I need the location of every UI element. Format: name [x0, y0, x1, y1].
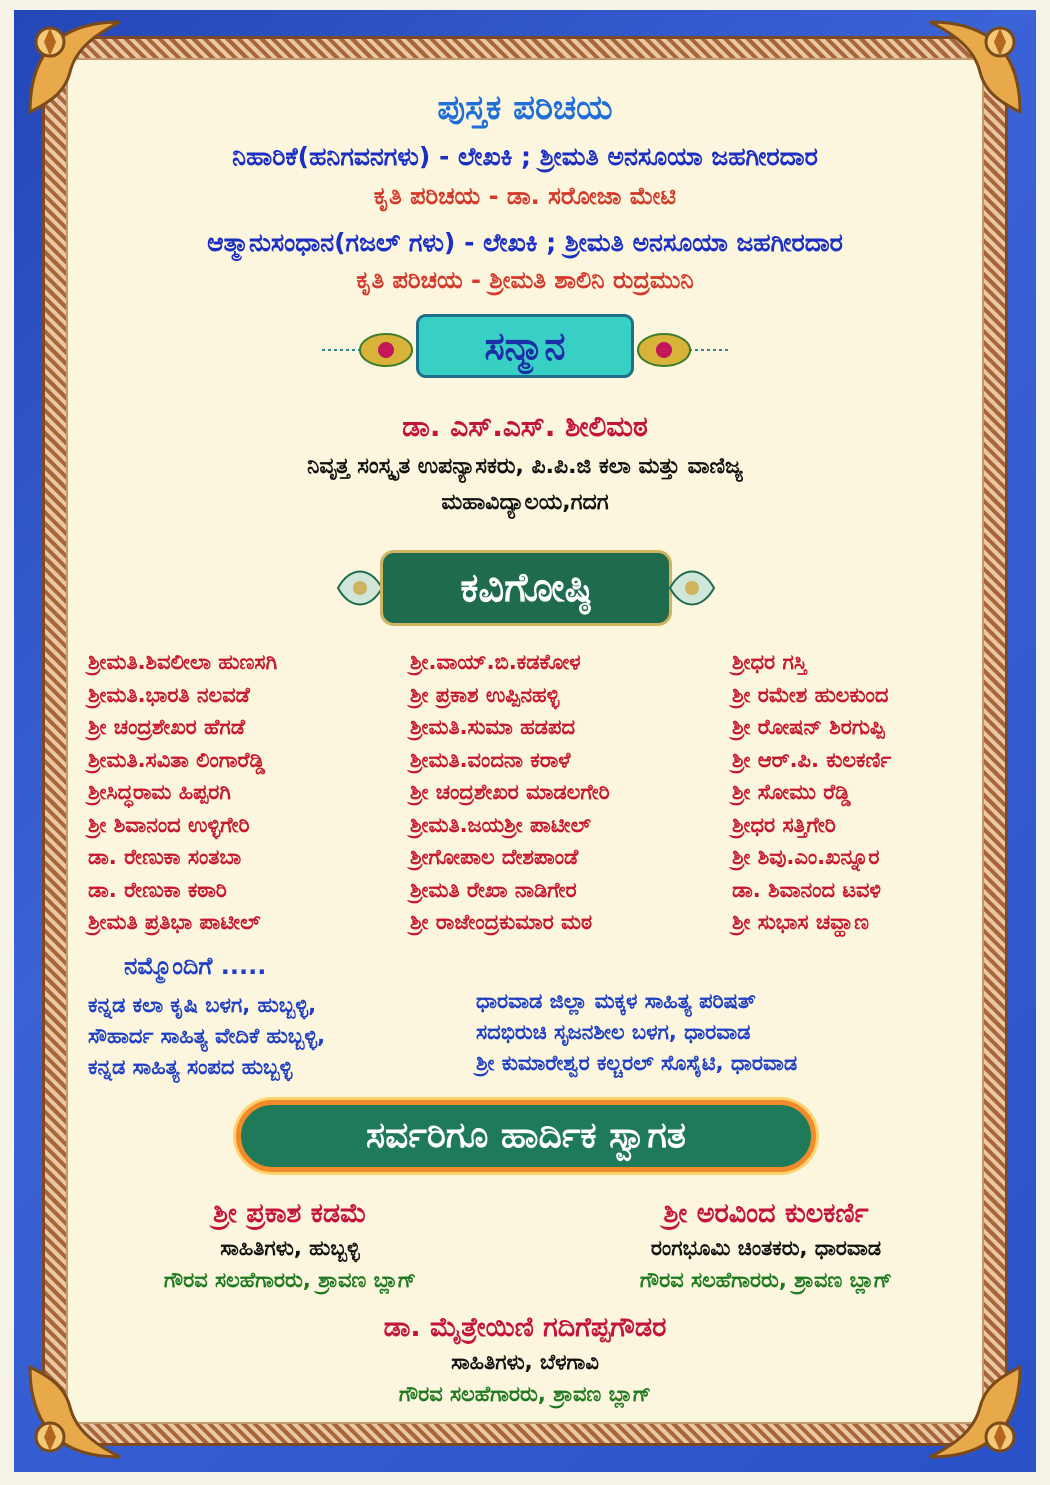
org-name: ಶ್ರೀ ಕುಮಾರೇಶ್ವರ ಕಲ್ಚರಲ್ ಸೊಸೈಟಿ, ಧಾರವಾಡ: [476, 1051, 798, 1075]
floral-ornament-icon: [322, 330, 416, 370]
sanmana-banner: ಸನ್ಮಾನ: [416, 314, 634, 378]
with-us-heading: ನಮ್ಮೊಂದಿಗೆ .....: [124, 952, 267, 980]
host-role: ರಂಗಭೂಮಿ ಚಿಂತಕರು, ಧಾರವಾಡ: [650, 1236, 882, 1260]
host-2: [556, 1196, 976, 1296]
floral-ornament-icon: [634, 330, 728, 370]
poet-name: ಶ್ರೀಮತಿ.ಶಿವಲೀಲಾ ಹುಣಸಗಿ: [88, 650, 278, 674]
poet-name: ಶ್ರೀ ಶಿವು.ಎಂ.ಖನ್ನೂರ: [732, 845, 880, 869]
poet-name: ಶ್ರೀಮತಿ ಪ್ರತಿಭಾ ಪಾಟೀಲ್: [88, 910, 261, 934]
poet-name: ಶ್ರೀಮತಿ.ಸುಮಾ ಹಡಪದ: [410, 715, 576, 739]
host-role: ಸಾಹಿತಿಗಳು, ಹುಬ್ಬಳ್ಳಿ: [220, 1236, 360, 1260]
host-role: ಸಾಹಿತಿಗಳು, ಬೆಳಗಾವಿ: [451, 1350, 599, 1374]
honoree-desc-line1: ನಿವೃತ್ತ ಸಂಸ್ಕೃತ ಉಪನ್ಯಾಸಕರು, ಪಿ.ಪಿ.ಜಿ ಕಲಾ ಮತ್ತು ವಾಣಿಜ್ಯ: [307, 454, 743, 479]
org-name: ಧಾರವಾಡ ಜಿಲ್ಲಾ ಮಕ್ಕಳ ಸಾಹಿತ್ಯ ಪರಿಷತ್: [476, 989, 756, 1013]
honoree-desc-line2: ಮಹಾವಿದ್ಯಾಲಯ,ಗದಗ: [441, 490, 609, 515]
book2-line: ಆತ್ಮಾನುಸಂಧಾನ(ಗಜಲ್ ಗಳು) - ಲೇಖಕಿ ; ಶ್ರೀಮತಿ ಅನಸೂಯಾ ಜಹಗೀರದಾರ: [207, 228, 843, 257]
poets-column-1: [88, 646, 277, 939]
poet-name: ಡಾ. ಶಿವಾನಂದ ಟವಳಿ: [732, 877, 881, 902]
poet-name: ಶ್ರೀಧರ ಗಸ್ತಿ: [732, 650, 807, 674]
welcome-banner: ಸರ್ವರಿಗೂ ಹಾರ್ದಿಕ ಸ್ವಾಗತ: [236, 1100, 816, 1172]
org-name: ಕನ್ನಡ ಸಾಹಿತ್ಯ ಸಂಪದ ಹುಬ್ಬಳ್ಳಿ: [88, 1055, 293, 1079]
poet-name: ಶ್ರೀ ಚಂದ್ರಶೇಖರ ಮಾಡಲಗೇರಿ: [410, 780, 610, 804]
poet-name: ಶ್ರೀಮತಿ.ಭಾರತಿ ನಲವಡೆ: [88, 682, 250, 707]
poet-name: ಶ್ರೀಧರ ಸತ್ತಿಗೇರಿ: [732, 812, 836, 837]
poets-column-3: [732, 646, 891, 939]
floral-ornament-icon: [664, 560, 720, 616]
book2-intro: ಕೃತಿ ಪರಿಚಯ - ಶ್ರೀಮತಿ ಶಾಲಿನಿ ರುದ್ರಮುನಿ: [356, 266, 694, 294]
host-name: ಡಾ. ಮೈತ್ರೇಯಿಣಿ ಗದಿಗೆಪ್ಪಗೌಡರ: [383, 1312, 667, 1343]
poet-name: ಶ್ರೀಮತಿ ರೇಖಾ ನಾಡಿಗೇರ: [410, 877, 577, 902]
book1-line: ನಿಹಾರಿಕೆ(ಹನಿಗವನಗಳು) - ಲೇಖಕಿ ; ಶ್ರೀಮತಿ ಅನಸೂಯಾ ಜಹಗೀರದಾರ: [232, 142, 818, 171]
poet-name: ಶ್ರೀಮತಿ.ವಂದನಾ ಕರಾಳೆ: [410, 747, 571, 772]
poet-name: ಶ್ರೀ ಸುಭಾಸ ಚವ್ಹಾಣ: [732, 910, 869, 934]
poet-name: ಡಾ. ರೇಣುಕಾ ಕಠಾರಿ: [88, 877, 227, 902]
host-name: ಶ್ರೀ ಪ್ರಕಾಶ ಕಡಮೆ: [213, 1198, 367, 1229]
host-name: ಶ್ರೀ ಅರವಿಂದ ಕುಲಕರ್ಣಿ: [663, 1198, 869, 1229]
host-title: ಗೌರವ ಸಲಹೆಗಾರರು, ಶ್ರಾವಣ ಬ್ಲಾಗ್: [163, 1268, 417, 1292]
kavigoshti-banner: ಕವಿಗೋಷ್ಠಿ: [380, 550, 672, 626]
poets-column-2: [410, 646, 610, 939]
poet-name: ಶ್ರೀಮತಿ.ಸವಿತಾ ಲಿಂಗಾರೆಡ್ಡಿ: [88, 747, 266, 772]
host-title: ಗೌರವ ಸಲಹೆಗಾರರು, ಶ್ರಾವಣ ಬ್ಲಾಗ್: [398, 1382, 652, 1406]
orgs-right: [476, 986, 797, 1079]
book-intro-heading: ಪುಸ್ತಕ ಪರಿಚಯ: [437, 88, 613, 128]
poet-name: ಶ್ರೀ ಸೋಮು ರೆಡ್ಡಿ: [732, 780, 851, 804]
host-title: ಗೌರವ ಸಲಹೆಗಾರರು, ಶ್ರಾವಣ ಬ್ಲಾಗ್: [639, 1268, 893, 1292]
poet-name: ಶ್ರೀ ರಮೇಶ ಹುಲಕುಂದ: [732, 682, 889, 707]
host-1: [90, 1196, 490, 1296]
poet-name: ಶ್ರೀಸಿದ್ಧರಾಮ ಹಿಪ್ಪರಗಿ: [88, 780, 231, 804]
orgs-left: [88, 990, 325, 1083]
book1-intro: ಕೃತಿ ಪರಿಚಯ - ಡಾ. ಸರೋಜಾ ಮೇಟಿ: [373, 182, 677, 210]
poet-name: ಶ್ರೀ ರಾಜೇಂದ್ರಕುಮಾರ ಮಠ: [410, 910, 593, 934]
host-3: [0, 1310, 1050, 1410]
poet-name: ಶ್ರೀ ಶಿವಾನಂದ ಉಳ್ಳಿಗೇರಿ: [88, 812, 250, 837]
poet-name: ಶ್ರೀಗೋಪಾಲ ದೇಶಪಾಂಡೆ: [410, 845, 579, 869]
poet-name: ಶ್ರೀ ಚಂದ್ರಶೇಖರ ಹೆಗಡೆ: [88, 715, 246, 739]
org-name: ಕನ್ನಡ ಕಲಾ ಕೃಷಿ ಬಳಗ, ಹುಬ್ಬಳ್ಳಿ,: [88, 993, 317, 1017]
poet-name: ಶ್ರೀ ರೋಷನ್ ಶಿರಗುಪ್ಪಿ: [732, 715, 885, 739]
honoree-name: ಡಾ. ಎಸ್.ಎಸ್. ಶೀಲಿಮಠ: [402, 410, 648, 443]
org-name: ಸೌಹಾರ್ದ ಸಾಹಿತ್ಯ ವೇದಿಕೆ ಹುಬ್ಬಳ್ಳಿ,: [88, 1024, 326, 1048]
poet-name: ಶ್ರೀ ಪ್ರಕಾಶ ಉಪ್ಪಿನಹಳ್ಳಿ: [410, 682, 560, 707]
org-name: ಸದಭಿರುಚಿ ಸೃಜನಶೀಲ ಬಳಗ, ಧಾರವಾಡ: [476, 1020, 751, 1044]
poet-name: ಶ್ರೀ ಆರ್.ಪಿ. ಕುಲಕರ್ಣಿ: [732, 747, 892, 772]
poet-name: ಡಾ. ರೇಣುಕಾ ಸಂತಬಾ: [88, 845, 242, 869]
poet-name: ಶ್ರೀಮತಿ.ಜಯಶ್ರೀ ಪಾಟೀಲ್: [410, 812, 591, 837]
poet-name: ಶ್ರೀ.ವಾಯ್.ಬಿ.ಕಡಕೋಳ: [410, 650, 581, 674]
